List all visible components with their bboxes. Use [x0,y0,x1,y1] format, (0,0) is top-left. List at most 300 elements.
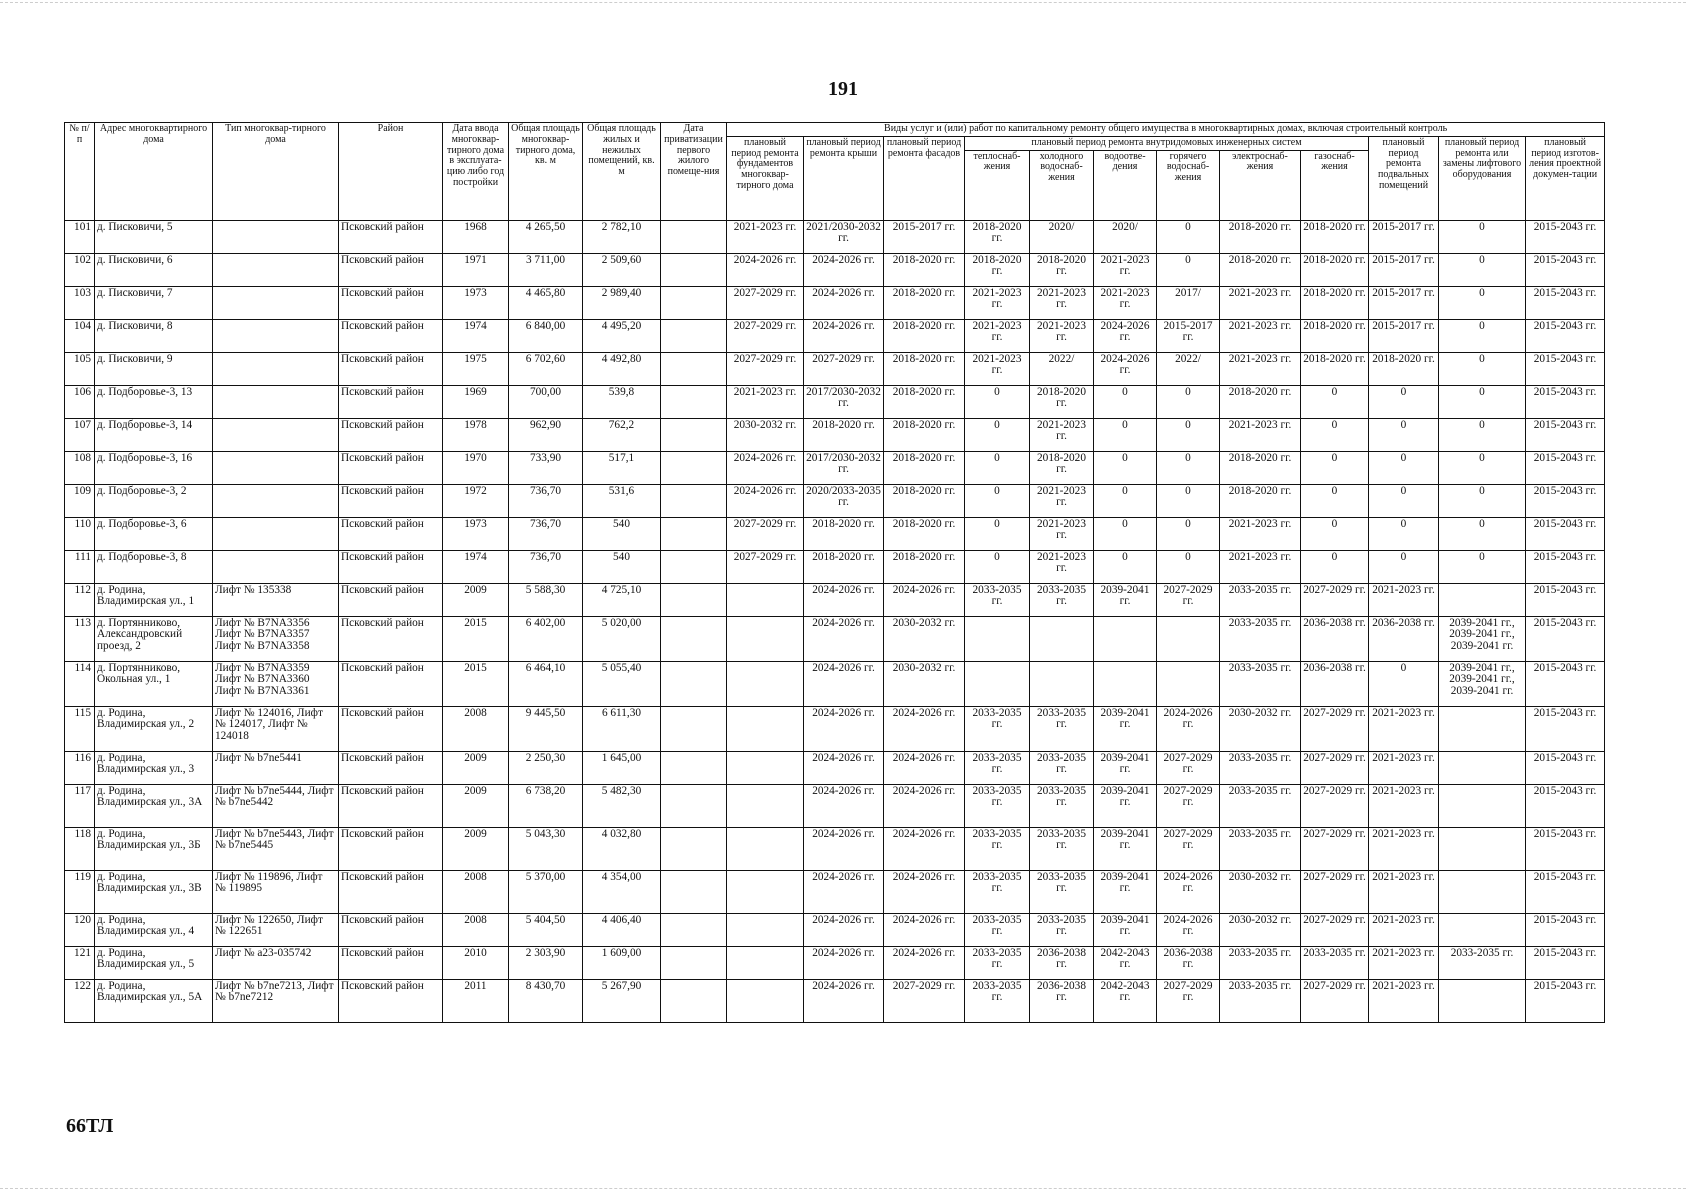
cell-year: 2008 [443,913,509,946]
cell-gas: 2027-2029 гг. [1301,913,1369,946]
cell-num: 119 [65,870,95,913]
cell-living-area: 4 406,40 [583,913,661,946]
cell-basement: 0 [1369,661,1439,706]
header-cold-water: холодного водоснаб-жения [1030,150,1094,220]
cell-privatization [661,253,727,286]
cell-year: 1974 [443,550,509,583]
cell-address: д. Родина, Владимирская ул., 5А [95,979,213,1022]
cell-sewer: 2039-2041 гг. [1094,706,1157,751]
cell-hot-water: 2017/ [1157,286,1220,319]
cell-year: 1975 [443,352,509,385]
cell-total-area: 2 303,90 [509,946,583,979]
cell-roof: 2018-2020 гг. [804,418,884,451]
cell-cold-water [1030,661,1094,706]
cell-num: 122 [65,979,95,1022]
cell-privatization [661,484,727,517]
cell-sewer: 2042-2043 гг. [1094,946,1157,979]
cell-total-area: 6 402,00 [509,616,583,661]
cell-sewer: 0 [1094,517,1157,550]
cell-address: д. Родина, Владимирская ул., 3В [95,870,213,913]
cell-total-area: 2 250,30 [509,751,583,784]
cell-building-type [213,253,339,286]
cell-hot-water: 2022/ [1157,352,1220,385]
cell-num: 106 [65,385,95,418]
cell-electric: 2033-2035 гг. [1220,616,1301,661]
cell-basement: 2015-2017 гг. [1369,319,1439,352]
cell-living-area: 1 645,00 [583,751,661,784]
cell-foundation: 2021-2023 гг. [727,220,804,253]
cell-privatization [661,979,727,1022]
cell-district: Псковский район [339,352,443,385]
cell-project-docs: 2015-2043 гг. [1526,827,1605,870]
cell-hot-water [1157,616,1220,661]
cell-roof: 2024-2026 гг. [804,946,884,979]
cell-address: д. Портянниково, Окольная ул., 1 [95,661,213,706]
cell-living-area: 5 020,00 [583,616,661,661]
cell-cold-water: 2021-2023 гг. [1030,550,1094,583]
cell-privatization [661,583,727,616]
table-row [65,979,1605,1022]
table-row [65,913,1605,946]
cell-basement: 2021-2023 гг. [1369,751,1439,784]
cell-gas: 0 [1301,385,1369,418]
cell-hot-water: 0 [1157,220,1220,253]
cell-building-type: Лифт № 124016, Лифт № 124017, Лифт № 124018 [213,706,339,751]
cell-living-area: 4 354,00 [583,870,661,913]
cell-address: д. Родина, Владимирская ул., 5 [95,946,213,979]
cell-project-docs: 2015-2043 гг. [1526,550,1605,583]
cell-hot-water: 2015-2017 гг. [1157,319,1220,352]
cell-district: Псковский район [339,706,443,751]
cell-heat: 2033-2035 гг. [965,913,1030,946]
cell-cold-water: 2021-2023 гг. [1030,286,1094,319]
cell-total-area: 736,70 [509,550,583,583]
cell-electric: 2018-2020 гг. [1220,220,1301,253]
cell-heat: 2021-2023 гг. [965,352,1030,385]
cell-facade: 2018-2020 гг. [884,484,965,517]
cell-num: 102 [65,253,95,286]
cell-project-docs: 2015-2043 гг. [1526,385,1605,418]
cell-year: 2010 [443,946,509,979]
cell-electric: 2033-2035 гг. [1220,751,1301,784]
cell-foundation: 2027-2029 гг. [727,517,804,550]
cell-heat: 0 [965,418,1030,451]
header-address: Адрес многоквартирного дома [95,123,213,221]
header-elevator: плановый период ремонта или замены лифтового оборудования [1439,136,1526,220]
cell-electric: 2033-2035 гг. [1220,583,1301,616]
cell-gas: 2027-2029 гг. [1301,784,1369,827]
scan-edge-bottom [0,1188,1686,1193]
cell-electric: 2021-2023 гг. [1220,352,1301,385]
cell-facade: 2024-2026 гг. [884,946,965,979]
cell-living-area: 1 609,00 [583,946,661,979]
cell-hot-water: 0 [1157,253,1220,286]
cell-num: 116 [65,751,95,784]
cell-cold-water: 2033-2035 гг. [1030,870,1094,913]
cell-num: 114 [65,661,95,706]
cell-hot-water: 2024-2026 гг. [1157,870,1220,913]
cell-total-area: 5 404,50 [509,913,583,946]
cell-elevator: 0 [1439,484,1526,517]
cell-elevator: 0 [1439,385,1526,418]
cell-facade: 2015-2017 гг. [884,220,965,253]
cell-roof: 2020/2033-2035 гг. [804,484,884,517]
cell-facade: 2018-2020 гг. [884,286,965,319]
cell-num: 121 [65,946,95,979]
cell-foundation [727,870,804,913]
cell-electric: 2030-2032 гг. [1220,706,1301,751]
cell-district: Псковский район [339,286,443,319]
cell-year: 1972 [443,484,509,517]
cell-year: 2011 [443,979,509,1022]
cell-elevator: 0 [1439,451,1526,484]
cell-roof: 2024-2026 гг. [804,616,884,661]
cell-heat: 2021-2023 гг. [965,319,1030,352]
cell-gas: 2027-2029 гг. [1301,583,1369,616]
cell-gas: 2018-2020 гг. [1301,352,1369,385]
header-living-area: Общая площадь жилых и нежилых помещений, кв. м [583,123,661,221]
cell-gas: 2018-2020 гг. [1301,220,1369,253]
header-privatization-date: Дата приватизации первого жилого помеще-ния [661,123,727,221]
cell-privatization [661,220,727,253]
cell-year: 1973 [443,286,509,319]
cell-num: 109 [65,484,95,517]
cell-privatization [661,913,727,946]
cell-elevator [1439,751,1526,784]
cell-living-area: 5 482,30 [583,784,661,827]
cell-address: д. Подборовье-3, 13 [95,385,213,418]
cell-facade: 2024-2026 гг. [884,583,965,616]
cell-heat [965,661,1030,706]
table-row [65,946,1605,979]
cell-building-type [213,451,339,484]
header-district: Район [339,123,443,221]
cell-heat: 0 [965,451,1030,484]
cell-roof: 2024-2026 гг. [804,253,884,286]
header-works-group: Виды услуг и (или) работ по капитальному ремонту общего имущества в многоквартирных домах, включая строительный контроль [727,123,1605,137]
cell-basement: 0 [1369,451,1439,484]
cell-heat: 2018-2020 гг. [965,253,1030,286]
cell-privatization [661,451,727,484]
cell-building-type [213,484,339,517]
cell-cold-water: 2033-2035 гг. [1030,706,1094,751]
cell-roof: 2024-2026 гг. [804,870,884,913]
cell-district: Псковский район [339,583,443,616]
cell-project-docs: 2015-2043 гг. [1526,913,1605,946]
cell-district: Псковский район [339,517,443,550]
cell-cold-water: 2036-2038 гг. [1030,946,1094,979]
cell-foundation [727,784,804,827]
cell-foundation: 2021-2023 гг. [727,385,804,418]
cell-sewer: 2039-2041 гг. [1094,751,1157,784]
cell-building-type [213,286,339,319]
cell-heat: 2033-2035 гг. [965,751,1030,784]
cell-num: 101 [65,220,95,253]
cell-num: 104 [65,319,95,352]
cell-building-type [213,385,339,418]
cell-building-type [213,352,339,385]
cell-heat: 2033-2035 гг. [965,946,1030,979]
cell-basement: 2036-2038 гг. [1369,616,1439,661]
cell-privatization [661,319,727,352]
cell-total-area: 3 711,00 [509,253,583,286]
cell-roof: 2024-2026 гг. [804,706,884,751]
cell-sewer: 0 [1094,550,1157,583]
cell-address: д. Подборовье-3, 2 [95,484,213,517]
cell-facade: 2018-2020 гг. [884,253,965,286]
cell-gas: 2027-2029 гг. [1301,979,1369,1022]
cell-facade: 2018-2020 гг. [884,319,965,352]
cell-foundation: 2027-2029 гг. [727,319,804,352]
cell-electric: 2018-2020 гг. [1220,484,1301,517]
cell-gas: 0 [1301,451,1369,484]
cell-privatization [661,517,727,550]
cell-hot-water: 0 [1157,385,1220,418]
cell-district: Псковский район [339,385,443,418]
cell-electric: 2033-2035 гг. [1220,661,1301,706]
cell-electric: 2033-2035 гг. [1220,946,1301,979]
cell-facade: 2030-2032 гг. [884,661,965,706]
cell-project-docs: 2015-2043 гг. [1526,661,1605,706]
cell-total-area: 9 445,50 [509,706,583,751]
table-row [65,827,1605,870]
cell-roof: 2024-2026 гг. [804,583,884,616]
cell-total-area: 6 702,60 [509,352,583,385]
cell-hot-water: 2027-2029 гг. [1157,583,1220,616]
header-num: № п/п [65,123,95,221]
cell-basement: 2021-2023 гг. [1369,827,1439,870]
cell-privatization [661,616,727,661]
cell-year: 1974 [443,319,509,352]
cell-elevator [1439,706,1526,751]
cell-address: д. Писковичи, 5 [95,220,213,253]
table-row [65,220,1605,253]
cell-num: 111 [65,550,95,583]
cell-electric: 2021-2023 гг. [1220,286,1301,319]
cell-foundation: 2030-2032 гг. [727,418,804,451]
cell-gas: 2033-2035 гг. [1301,946,1369,979]
cell-foundation: 2027-2029 гг. [727,286,804,319]
cell-num: 110 [65,517,95,550]
cell-facade: 2018-2020 гг. [884,385,965,418]
cell-sewer: 2024-2026 гг. [1094,319,1157,352]
cell-gas: 2018-2020 гг. [1301,286,1369,319]
cell-sewer: 2021-2023 гг. [1094,253,1157,286]
cell-cold-water: 2021-2023 гг. [1030,484,1094,517]
cell-heat: 2033-2035 гг. [965,979,1030,1022]
cell-address: д. Подборовье-3, 8 [95,550,213,583]
header-roof: плановый период ремонта крыши [804,136,884,220]
cell-living-area: 4 495,20 [583,319,661,352]
cell-total-area: 8 430,70 [509,979,583,1022]
cell-total-area: 962,90 [509,418,583,451]
cell-basement: 2021-2023 гг. [1369,583,1439,616]
table-row [65,451,1605,484]
cell-sewer: 0 [1094,451,1157,484]
cell-project-docs: 2015-2043 гг. [1526,253,1605,286]
cell-num: 105 [65,352,95,385]
cell-privatization [661,418,727,451]
cell-electric: 2018-2020 гг. [1220,385,1301,418]
cell-hot-water: 2027-2029 гг. [1157,784,1220,827]
cell-project-docs: 2015-2043 гг. [1526,220,1605,253]
cell-electric: 2030-2032 гг. [1220,913,1301,946]
cell-elevator: 0 [1439,220,1526,253]
cell-electric: 2018-2020 гг. [1220,451,1301,484]
cell-basement: 2015-2017 гг. [1369,253,1439,286]
cell-gas: 2036-2038 гг. [1301,661,1369,706]
cell-project-docs: 2015-2043 гг. [1526,946,1605,979]
cell-heat: 2033-2035 гг. [965,827,1030,870]
table-row [65,706,1605,751]
cell-gas: 2036-2038 гг. [1301,616,1369,661]
cell-basement: 2015-2017 гг. [1369,286,1439,319]
table-row [65,751,1605,784]
table-row [65,385,1605,418]
cell-elevator: 0 [1439,517,1526,550]
cell-cold-water: 2021-2023 гг. [1030,319,1094,352]
cell-cold-water: 2033-2035 гг. [1030,751,1094,784]
cell-gas: 2027-2029 гг. [1301,870,1369,913]
cell-privatization [661,286,727,319]
cell-district: Псковский район [339,827,443,870]
cell-sewer: 0 [1094,418,1157,451]
capital-repair-table [64,122,1605,1023]
cell-total-area: 736,70 [509,517,583,550]
cell-building-type [213,517,339,550]
cell-year: 2009 [443,583,509,616]
cell-heat: 2021-2023 гг. [965,286,1030,319]
cell-basement: 2021-2023 гг. [1369,870,1439,913]
cell-cold-water: 2033-2035 гг. [1030,827,1094,870]
cell-living-area: 5 267,90 [583,979,661,1022]
cell-num: 108 [65,451,95,484]
cell-foundation [727,706,804,751]
header-heat: теплоснаб-жения [965,150,1030,220]
cell-roof: 2018-2020 гг. [804,550,884,583]
cell-building-type: Лифт № b7ne5444, Лифт № b7ne5442 [213,784,339,827]
cell-facade: 2024-2026 гг. [884,913,965,946]
cell-cold-water [1030,616,1094,661]
cell-num: 115 [65,706,95,751]
cell-elevator: 0 [1439,319,1526,352]
cell-sewer: 2039-2041 гг. [1094,913,1157,946]
cell-project-docs: 2015-2043 гг. [1526,517,1605,550]
cell-hot-water: 2036-2038 гг. [1157,946,1220,979]
cell-privatization [661,352,727,385]
cell-building-type [213,319,339,352]
cell-num: 117 [65,784,95,827]
cell-project-docs: 2015-2043 гг. [1526,706,1605,751]
cell-roof: 2024-2026 гг. [804,751,884,784]
cell-total-area: 733,90 [509,451,583,484]
table-row [65,352,1605,385]
cell-foundation [727,979,804,1022]
cell-privatization [661,827,727,870]
cell-district: Псковский район [339,751,443,784]
cell-year: 1969 [443,385,509,418]
table-row [65,870,1605,913]
cell-elevator [1439,979,1526,1022]
cell-basement: 2021-2023 гг. [1369,784,1439,827]
cell-heat: 0 [965,517,1030,550]
cell-building-type: Лифт № 135338 [213,583,339,616]
cell-project-docs: 2015-2043 гг. [1526,484,1605,517]
cell-cold-water: 2021-2023 гг. [1030,517,1094,550]
header-hot-water: горячего водоснаб-жения [1157,150,1220,220]
cell-elevator: 0 [1439,550,1526,583]
cell-heat: 0 [965,484,1030,517]
cell-total-area: 6 840,00 [509,319,583,352]
cell-living-area: 531,6 [583,484,661,517]
header-project-docs: плановый период изготов-ления проектной докумен-тации [1526,136,1605,220]
footer-code: 66ТЛ [66,1115,114,1137]
cell-roof: 2024-2026 гг. [804,913,884,946]
cell-hot-water: 2027-2029 гг. [1157,827,1220,870]
cell-building-type: Лифт № а23-035742 [213,946,339,979]
cell-living-area: 517,1 [583,451,661,484]
cell-hot-water: 0 [1157,517,1220,550]
cell-foundation [727,827,804,870]
cell-hot-water: 0 [1157,451,1220,484]
cell-privatization [661,751,727,784]
cell-district: Псковский район [339,220,443,253]
table-row [65,616,1605,661]
cell-sewer: 2021-2023 гг. [1094,286,1157,319]
cell-elevator: 0 [1439,253,1526,286]
cell-gas: 2027-2029 гг. [1301,706,1369,751]
cell-district: Псковский район [339,550,443,583]
cell-heat: 2033-2035 гг. [965,784,1030,827]
cell-year: 1968 [443,220,509,253]
cell-year: 2015 [443,661,509,706]
cell-year: 1973 [443,517,509,550]
cell-privatization [661,784,727,827]
table-row [65,517,1605,550]
cell-district: Псковский район [339,418,443,451]
cell-gas: 2018-2020 гг. [1301,253,1369,286]
cell-elevator: 2039-2041 гг., 2039-2041 гг., 2039-2041 гг. [1439,616,1526,661]
cell-roof: 2024-2026 гг. [804,827,884,870]
cell-building-type: Лифт № b7ne5443, Лифт № b7ne5445 [213,827,339,870]
header-engineering-group: плановый период ремонта внутридомовых инженерных систем [965,136,1369,150]
cell-living-area: 2 989,40 [583,286,661,319]
cell-district: Псковский район [339,913,443,946]
cell-district: Псковский район [339,784,443,827]
cell-basement: 0 [1369,484,1439,517]
cell-electric: 2033-2035 гг. [1220,979,1301,1022]
cell-electric: 2021-2023 гг. [1220,418,1301,451]
cell-facade: 2018-2020 гг. [884,550,965,583]
cell-living-area: 6 611,30 [583,706,661,751]
cell-year: 2009 [443,827,509,870]
cell-district: Псковский район [339,661,443,706]
cell-sewer: 2039-2041 гг. [1094,870,1157,913]
header-building-type: Тип многоквар-тирного дома [213,123,339,221]
table-body [65,220,1605,1022]
cell-total-area: 6 738,20 [509,784,583,827]
cell-total-area: 4 465,80 [509,286,583,319]
cell-project-docs: 2015-2043 гг. [1526,418,1605,451]
cell-foundation [727,583,804,616]
cell-foundation [727,751,804,784]
cell-roof: 2027-2029 гг. [804,352,884,385]
cell-total-area: 5 588,30 [509,583,583,616]
cell-num: 103 [65,286,95,319]
cell-facade: 2018-2020 гг. [884,418,965,451]
cell-roof: 2024-2026 гг. [804,784,884,827]
cell-facade: 2018-2020 гг. [884,352,965,385]
